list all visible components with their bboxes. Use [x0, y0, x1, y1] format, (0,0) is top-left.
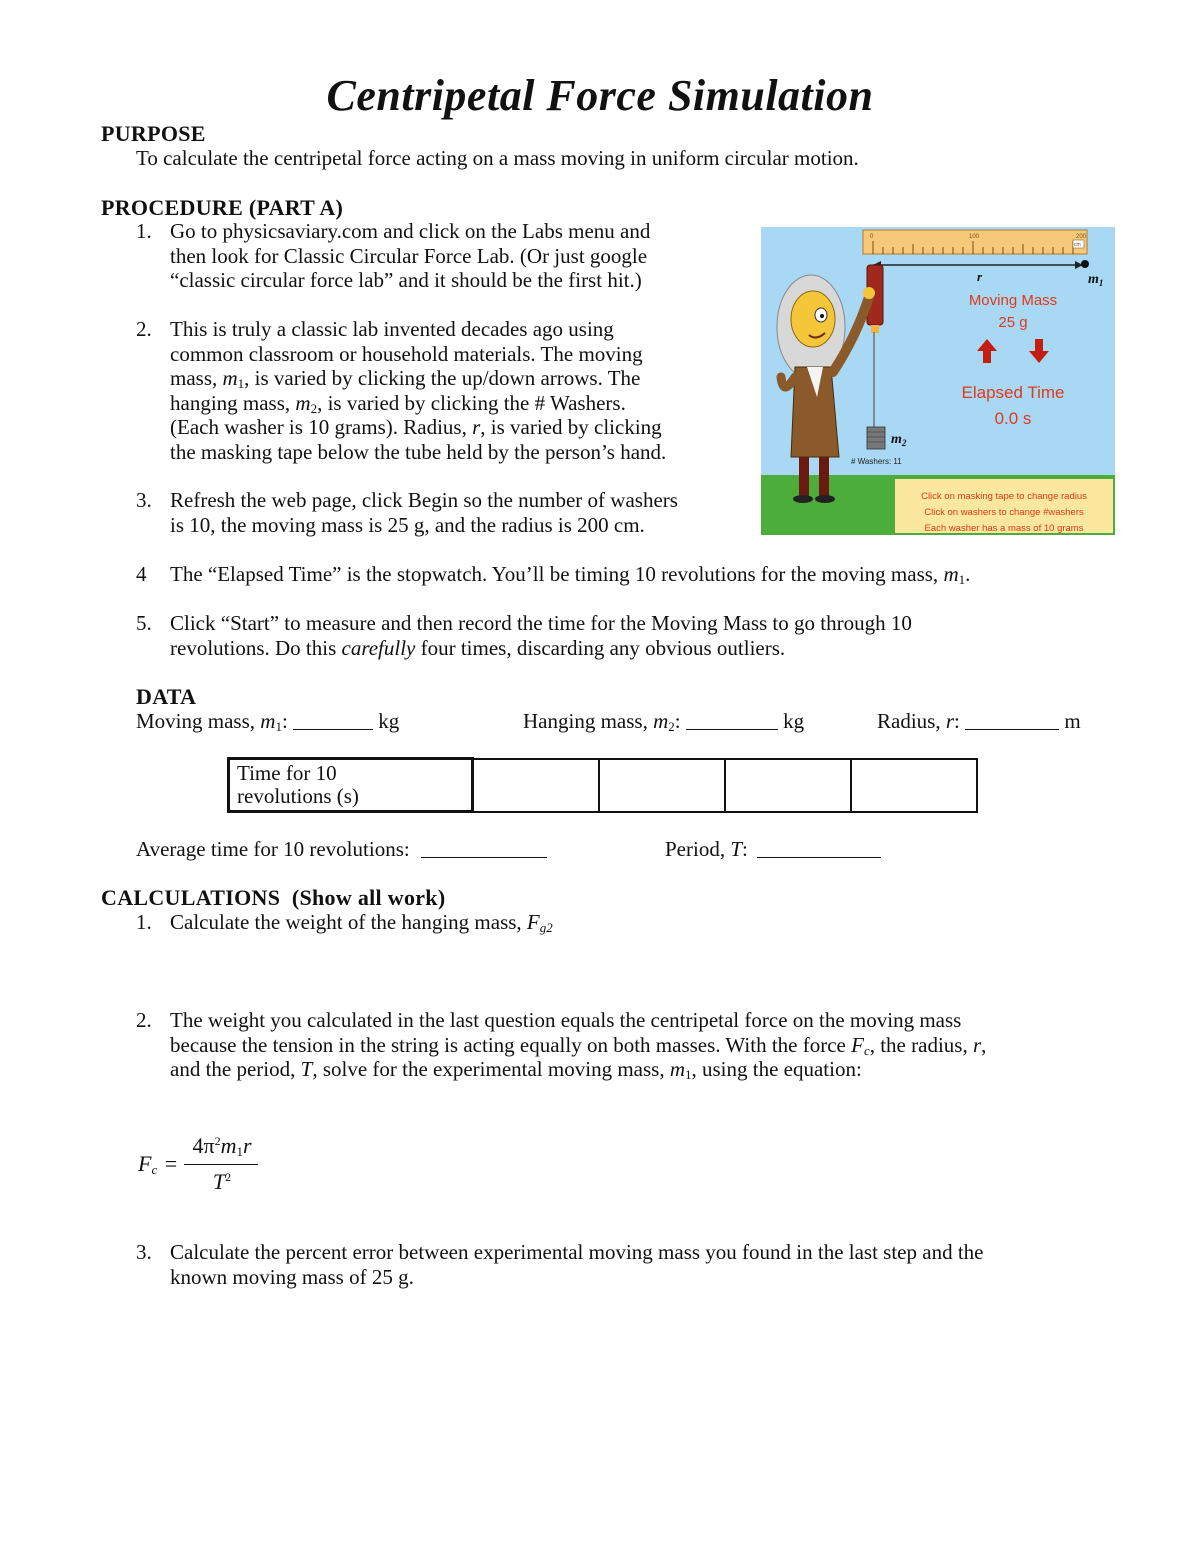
- period-blank[interactable]: [757, 839, 881, 858]
- info-line-2: Click on washers to change #washers: [924, 507, 1084, 518]
- step-3-line-2: is 10, the moving mass is 25 g, and the radius is 200 cm.: [170, 512, 645, 537]
- step-5-line-1: Click “Start” to measure and then record the time for the Moving Mass to go through 10: [170, 611, 912, 635]
- average-time-field: Average time for 10 revolutions:: [136, 837, 547, 862]
- trial-3-cell[interactable]: [725, 759, 851, 812]
- table-header-cell: Time for 10 revolutions (s): [229, 759, 473, 812]
- elapsed-time-value: 0.0 s: [994, 409, 1032, 428]
- washers: [867, 427, 885, 449]
- moving-mass-blank[interactable]: [293, 711, 373, 730]
- ruler-tick-100: 100: [969, 234, 980, 240]
- trial-1-cell[interactable]: [473, 759, 600, 812]
- moving-mass-ball: [1081, 260, 1089, 268]
- procedure-heading: PROCEDURE (PART A): [101, 195, 344, 220]
- trial-4-cell[interactable]: [851, 759, 977, 812]
- m1-label: $m_1$: [1088, 272, 1104, 288]
- step-2-line-2: common classroom or household materials. The moving: [170, 341, 643, 366]
- moving-mass-field: Moving mass, $m_1$: kg: [136, 709, 400, 734]
- average-time-blank[interactable]: [421, 839, 547, 858]
- radius-field: Radius, r: m: [877, 709, 1081, 733]
- masking-tape: [871, 325, 879, 333]
- calculation-2-line-2: because the tension in the string is acting equally on both masses. With the force $F_c$, the radius, r,: [170, 1032, 987, 1058]
- trial-2-cell[interactable]: [599, 759, 725, 812]
- step-1-line-2: then look for Classic Circular Force Lab. (Or just google: [170, 243, 648, 268]
- step-number: 5.: [136, 611, 152, 635]
- hanging-mass-blank[interactable]: [686, 711, 778, 730]
- radius-label: r: [977, 269, 983, 284]
- step-number: 2.: [136, 317, 152, 341]
- calculations-heading: CALCULATIONS (Show all work): [101, 885, 446, 910]
- step-number: 3.: [136, 488, 152, 512]
- ruler-unit: cm: [1074, 242, 1081, 248]
- hanging-mass-field: Hanging mass, $m_2$: kg: [523, 709, 805, 734]
- page-title: Centripetal Force Simulation: [326, 71, 874, 120]
- period-field: Period, T:: [665, 837, 881, 862]
- step-2-line-1: This is truly a classic lab invented decades ago using: [170, 317, 614, 341]
- step-4-line-1: The “Elapsed Time” is the stopwatch. You’ll be timing 10 revolutions for the moving mass, $m_1$.: [170, 562, 971, 587]
- ruler: [863, 230, 1087, 254]
- fraction-bar: [184, 1164, 258, 1165]
- calculation-1-text: Calculate the weight of the hanging mass, $F_{g2}$: [170, 910, 553, 935]
- equation-numerator: $4\pi^2m_1r$: [192, 1133, 252, 1159]
- purpose-heading: PURPOSE: [101, 121, 206, 146]
- ruler-tick-200: 200: [1076, 234, 1087, 240]
- step-3-line-1: Refresh the web page, click Begin so the number of washers: [170, 488, 678, 512]
- moving-mass-label: Moving Mass: [968, 292, 1058, 309]
- equation-lhs: $F_c$ =: [138, 1151, 178, 1177]
- step-1-line-1: Go to physicsaviary.com and click on the Labs menu and: [170, 219, 651, 243]
- data-heading: DATA: [136, 684, 197, 709]
- simulation-illustration: [761, 227, 1115, 535]
- moving-mass-value: 25 g: [998, 314, 1028, 331]
- simulation-screenshot: [761, 227, 1115, 535]
- step-number: 4: [136, 562, 147, 586]
- info-line-1: Click on masking tape to change radius: [921, 491, 1087, 502]
- question-number: 1.: [136, 910, 152, 934]
- table-row: [229, 759, 978, 812]
- purpose-text: To calculate the centripetal force acting on a mass moving in uniform circular motion.: [136, 146, 859, 170]
- step-2-line-6: the masking tape below the tube held by the person’s hand.: [170, 439, 667, 464]
- step-1-line-3: “classic circular force lab” and it should be the first hit.): [170, 268, 642, 292]
- revolution-time-table: [227, 757, 978, 813]
- calculation-3-line-2: known moving mass of 25 g.: [170, 1264, 414, 1289]
- step-number: 1.: [136, 219, 152, 243]
- question-number: 2.: [136, 1008, 152, 1032]
- equation-denominator: $T^2$: [212, 1169, 232, 1194]
- step-2-line-3: mass, $m_1$, is varied by clicking the up/down arrows. The: [170, 366, 641, 391]
- step-5-line-2: revolutions. Do this carefully four times, discarding any obvious outliers.: [170, 635, 786, 660]
- ruler-tick-0: 0: [870, 234, 874, 240]
- calculation-3-line-1: Calculate the percent error between experimental moving mass you found in the last step and the: [170, 1240, 984, 1264]
- step-2-line-5: (Each washer is 10 grams). Radius, r, is varied by clicking: [170, 415, 662, 439]
- info-line-3: Each washer has a mass of 10 grams: [924, 523, 1084, 534]
- m2-label: $m_2$: [891, 432, 907, 448]
- radius-blank[interactable]: [965, 711, 1059, 730]
- step-2-line-4: hanging mass, $m_2$, is varied by clicking the # Washers.: [170, 390, 626, 416]
- calculation-2-line-3: and the period, T, solve for the experimental moving mass, $m_1$, using the equation:: [170, 1057, 862, 1082]
- elapsed-time-label: Elapsed Time: [961, 383, 1065, 402]
- calculation-2-line-1: The weight you calculated in the last question equals the centripetal force on the moving mass: [170, 1008, 962, 1032]
- washers-count: # Washers: 11: [851, 457, 902, 466]
- question-number: 3.: [136, 1240, 152, 1264]
